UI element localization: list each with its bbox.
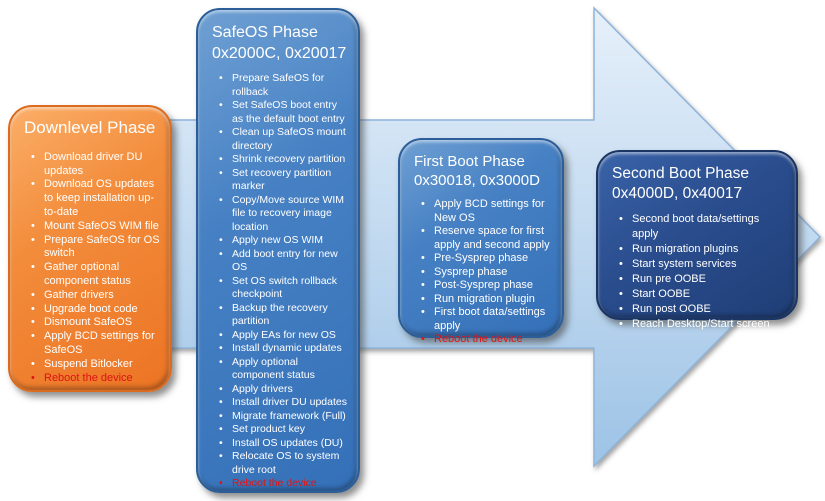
- phase-item: • Apply drivers: [216, 383, 350, 397]
- phase-item: • Apply optional component status: [216, 356, 350, 383]
- phase-title: [210, 20, 350, 66]
- phase-item: • Sysprep phase: [418, 266, 554, 280]
- phase-item: • Apply EAs for new OS: [216, 329, 350, 343]
- phase-item: • Clean up SafeOS mount directory: [216, 126, 350, 153]
- phase-title-text: SafeOS Phase: [212, 24, 318, 41]
- phase-safeos-body: [198, 10, 358, 491]
- phase-item: • Backup the recovery partition: [216, 302, 350, 329]
- phase-title-text: First Boot Phase: [414, 153, 525, 170]
- phase-item: • Set OS switch rollback checkpoint: [216, 275, 350, 302]
- phase-item: • Run migration plugin: [418, 293, 554, 307]
- phase-item: • Migrate framework (Full): [216, 410, 350, 424]
- phase-item: • Apply BCD settings for New OS: [418, 198, 554, 225]
- phase-item: • Run post OOBE: [616, 302, 788, 317]
- phase-item: • Apply BCD settings for SafeOS: [28, 330, 162, 358]
- phase-item: • Download driver DU updates: [28, 151, 162, 179]
- phase-second-boot-body: [598, 152, 796, 330]
- phase-item: • Upgrade boot code: [28, 303, 162, 317]
- phase-item-list: [412, 198, 554, 347]
- phase-item: • Pre-Sysprep phase: [418, 252, 554, 266]
- phase-code: 0x30018, 0x3000D: [414, 172, 540, 189]
- phase-item-reboot: • Reboot the device: [418, 333, 554, 347]
- phase-item-list: [210, 72, 350, 491]
- phase-item: • Dismount SafeOS: [28, 316, 162, 330]
- phase-item-reboot: • Reboot the device: [28, 372, 162, 386]
- phase-item: • Reserve space for first apply and second apply: [418, 225, 554, 252]
- phase-item: • Prepare SafeOS for OS switch: [28, 234, 162, 262]
- phase-item-list: [22, 151, 162, 386]
- phase-item-list: [610, 212, 788, 332]
- phase-item: • Relocate OS to system drive root: [216, 450, 350, 477]
- phase-item: • Shrink recovery partition: [216, 153, 350, 167]
- phase-item: • Download OS updates to keep installation up-to-date: [28, 178, 162, 219]
- phase-item: • Gather optional component status: [28, 261, 162, 289]
- phase-item: • Install dynamic updates: [216, 342, 350, 356]
- phase-item: • Prepare SafeOS for rollback: [216, 72, 350, 99]
- phase-item: • Install OS updates (DU): [216, 437, 350, 451]
- phase-item: • Add boot entry for new OS: [216, 248, 350, 275]
- phase-title: Downlevel Phase: [24, 118, 156, 137]
- phase-item: • Run pre OOBE: [616, 272, 788, 287]
- phase-item: • Mount SafeOS WIM file: [28, 220, 162, 234]
- phase-item: • First boot data/settings apply: [418, 306, 554, 333]
- phase-item: • Gather drivers: [28, 289, 162, 303]
- phase-item: • Reach Desktop/Start screen: [616, 317, 788, 332]
- phase-item: • Set product key: [216, 423, 350, 437]
- phase-item: • Start system services: [616, 257, 788, 272]
- phase-item: • Set SafeOS boot entry as the default boot entry: [216, 99, 350, 126]
- phase-code: 0x2000C, 0x20017: [212, 45, 347, 62]
- phase-code: 0x4000D, 0x40017: [612, 185, 743, 202]
- phase-item-reboot: • Reboot the device: [216, 477, 350, 491]
- phase-downlevel: [8, 105, 172, 392]
- phase-item: • Apply new OS WIM: [216, 234, 350, 248]
- phase-item: • Copy/Move source WIM file to recovery image location: [216, 194, 350, 235]
- phase-first-boot: [398, 138, 564, 345]
- phase-title-text: Second Boot Phase: [612, 165, 750, 182]
- phase-item: • Start OOBE: [616, 287, 788, 302]
- phase-item: • Install driver DU updates: [216, 396, 350, 410]
- phase-title: [412, 150, 554, 192]
- phase-safeos: [196, 8, 360, 493]
- phase-item: • Set recovery partition marker: [216, 167, 350, 194]
- phase-downlevel-body: [10, 107, 170, 390]
- phase-item: • Second boot data/settings apply: [616, 212, 788, 242]
- phase-title: [610, 162, 788, 206]
- phase-second-boot: [596, 150, 798, 330]
- phase-item: • Post-Sysprep phase: [418, 279, 554, 293]
- phase-item: • Run migration plugins: [616, 242, 788, 257]
- phase-first-boot-body: [400, 140, 562, 345]
- phase-item: • Suspend Bitlocker: [28, 358, 162, 372]
